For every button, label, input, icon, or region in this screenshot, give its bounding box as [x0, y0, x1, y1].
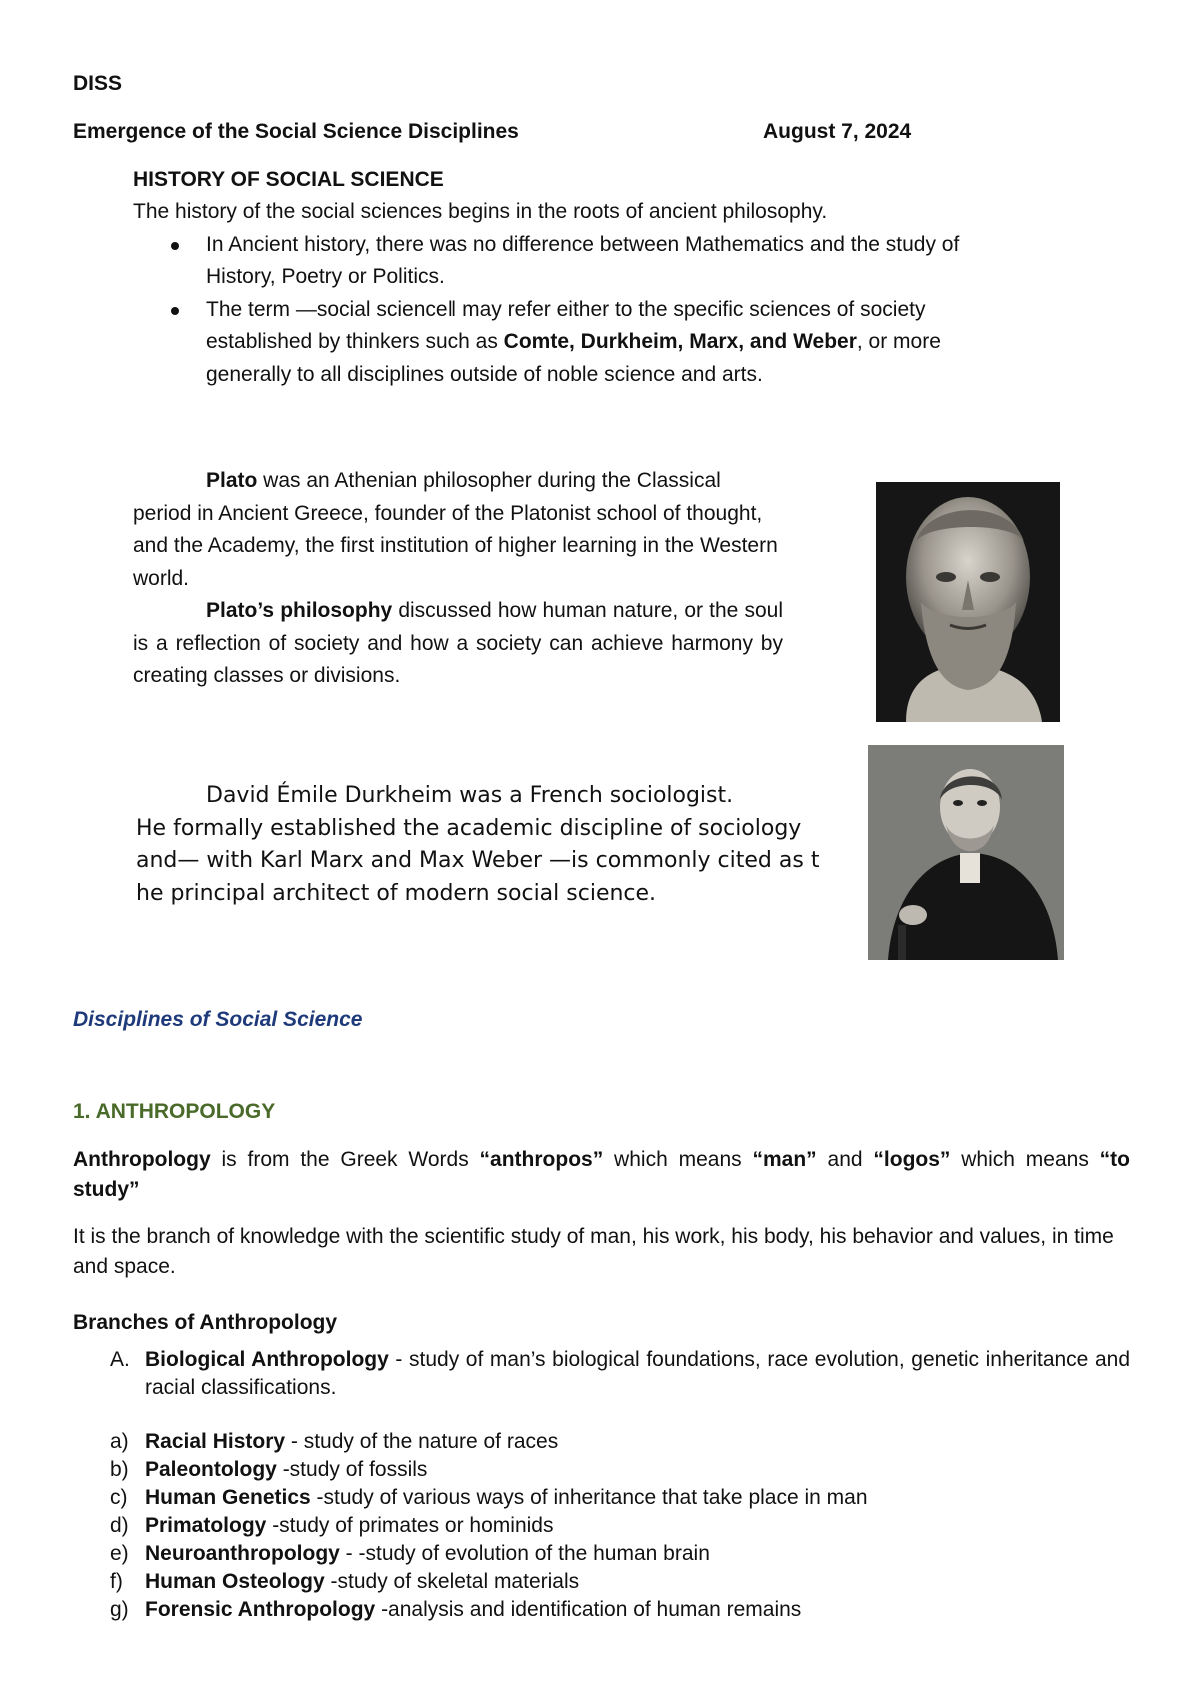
list-marker: e): [110, 1542, 129, 1565]
list-item: [73, 1596, 1130, 1624]
list-marker: a): [110, 1430, 129, 1453]
anthropology-heading: 1. ANTHROPOLOGY: [73, 1100, 276, 1123]
list-item: [73, 1456, 1130, 1484]
course-code: DISS: [73, 72, 123, 95]
list-marker: A.: [110, 1348, 130, 1371]
thinkers-names: Comte, Durkheim, Marx, and Weber: [503, 330, 857, 353]
durkheim-line: he principal architect of modern social science.: [136, 880, 657, 906]
durkheim-section: [136, 780, 916, 910]
branches-heading: Branches of Anthropology: [73, 1311, 338, 1334]
history-heading: HISTORY OF SOCIAL SCIENCE: [133, 168, 444, 191]
list-item: [73, 1428, 1130, 1456]
document-title: Emergence of the Social Science Disciplines: [73, 120, 519, 143]
list-marker: d): [110, 1514, 129, 1537]
list-item-term: Paleontology: [145, 1458, 277, 1481]
bullet-text: In Ancient history, there was no difference between Mathematics and the study of History, Poetry or Politics.: [206, 232, 960, 288]
durkheim-line: and— with Karl Marx and Max Weber —is commonly cited as t: [136, 848, 820, 873]
history-intro: The history of the social sciences begins in the roots of ancient philosophy.: [133, 200, 828, 223]
list-item-text: - -study of evolution of the human brain: [339, 1542, 710, 1565]
list-item: [73, 1540, 1130, 1568]
list-item-term: Neuroanthropology: [145, 1542, 340, 1565]
list-marker: f): [110, 1570, 123, 1593]
bullet-text: The term —social science‖ may refer either to the specific sciences of society established by thinkers such as: [206, 297, 926, 353]
plato-name: Plato: [206, 469, 258, 492]
bullet-text: , or more generally to all disciplines outside of noble science and arts.: [206, 330, 941, 386]
plato-paragraph: Plato was an Athenian philosopher during the Classical period in Ancient Greece, founder of the Platonist school of thought, and the Academy, the first institution of higher learning in the Western world.: [133, 469, 778, 590]
list-item-term: Primatology: [145, 1514, 267, 1537]
document-date: August 7, 2024: [763, 120, 912, 143]
list-item-text: -analysis and identification of human remains: [375, 1598, 802, 1621]
list-marker: g): [110, 1598, 129, 1621]
list-item-term: Racial History: [145, 1430, 286, 1453]
list-item-text: -study of various ways of inheritance that take place in man: [310, 1486, 868, 1509]
list-item: [133, 229, 986, 294]
branches-sub-list: [73, 1428, 1130, 1624]
list-item-term: Human Genetics: [145, 1486, 311, 1509]
bullet-icon: [171, 307, 179, 315]
list-item-text: - study of the nature of races: [285, 1430, 559, 1453]
list-marker: c): [110, 1486, 128, 1509]
anthropology-definition: Anthropology is from the Greek Words “anthropos” which means “man” and “logos” which means “to study”: [73, 1148, 1130, 1201]
history-section: [133, 164, 1013, 391]
list-item: [133, 294, 1026, 392]
list-item-term: Forensic Anthropology: [145, 1598, 376, 1621]
disciplines-heading: Disciplines of Social Science: [73, 1008, 363, 1031]
plato-philosophy-paragraph: Plato’s philosophy discussed how human nature, or the soul is a reflection of society and how a society can achieve harmony by creating classes or divisions.: [133, 599, 783, 687]
durkheim-line: David Émile Durkheim was a French sociologist.: [206, 783, 734, 808]
anthropology-description: It is the branch of knowledge with the scientific study of man, his work, his body, his behavior and values, in time and space.: [73, 1225, 1114, 1278]
list-item: [73, 1568, 1130, 1596]
plato-bust-image: [876, 482, 1060, 722]
list-item: [73, 1484, 1130, 1512]
list-item: [73, 1512, 1130, 1540]
history-bullet-list: [133, 229, 1013, 392]
list-marker: b): [110, 1458, 129, 1481]
durkheim-line: He formally established the academic discipline of sociology: [136, 815, 802, 841]
plato-philosophy-label: Plato’s philosophy: [206, 599, 393, 622]
plato-section: [133, 465, 783, 693]
list-item-text: Biological Anthropology - study of man’s biological foundations, race evolution, genetic inheritance and racial classifications.: [145, 1348, 1130, 1399]
list-item-text: -study of skeletal materials: [324, 1570, 580, 1593]
bullet-icon: [171, 242, 179, 250]
list-item-text: -study of primates or hominids: [266, 1514, 554, 1537]
list-item-text: -study of fossils: [276, 1458, 428, 1481]
list-item-term: Human Osteology: [145, 1570, 325, 1593]
